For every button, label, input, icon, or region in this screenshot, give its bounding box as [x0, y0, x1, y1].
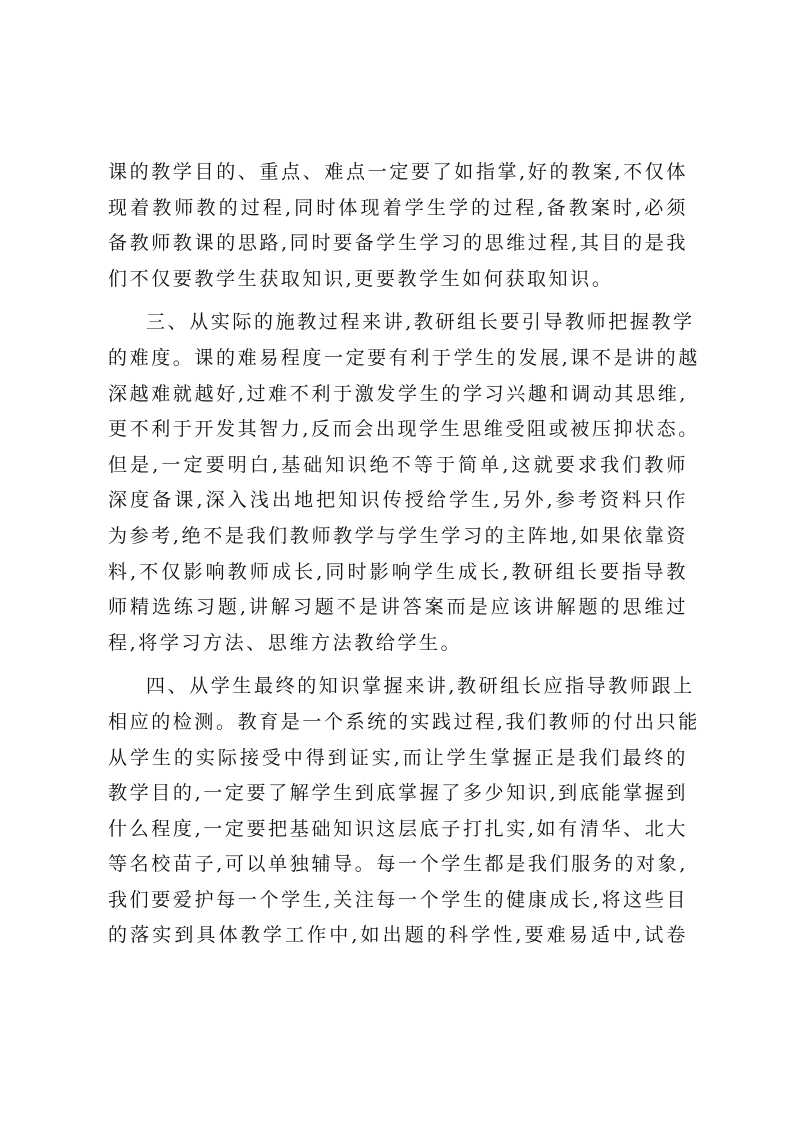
text-line: 等名校苗子,可以单独辅导。每一个学生都是我们服务的对象,	[108, 853, 688, 876]
text-line: 从学生的实际接受中得到证实,而让学生掌握正是我们最终的	[108, 746, 688, 769]
text-line: 们不仅要教学生获取知识,更要教学生如何获取知识。	[108, 267, 614, 290]
text-line: 的落实到具体教学工作中,如出题的科学性,要难易适中,试卷	[108, 924, 688, 947]
text-line: 课的教学目的、重点、难点一定要了如指掌,好的教案,不仅体	[108, 161, 688, 183]
paragraph-1	[108, 155, 688, 297]
text-line: 教学目的,一定要了解学生到底掌握了多少知识,到底能掌握到	[108, 782, 688, 805]
text-line: 师精选练习题,讲解习题不是讲答案而是应该讲解题的思维过	[108, 596, 688, 619]
text-line: 现着教师教的过程,同时体现着学生学的过程,备教案时,必须	[108, 196, 688, 219]
text-line: 相应的检测。教育是一个系统的实践过程,我们教师的付出只能	[108, 710, 700, 733]
text-line: 为参考,绝不是我们教师教学与学生学习的主阵地,如果依靠资	[108, 524, 688, 547]
paragraph-2	[108, 305, 700, 661]
text-line: 我们要爱护每一个学生,关注每一个学生的健康成长,将这些目	[108, 888, 688, 911]
text-line: 但是,一定要明白,基础知识绝不等于简单,这就要求我们教师	[108, 453, 688, 476]
document-body	[108, 155, 700, 962]
text-line: 程,将学习方法、思维方法教给学生。	[108, 631, 463, 654]
text-line: 更不利于开发其智力,反而会出现学生思维受阻或被压抑状态。	[108, 418, 700, 441]
text-line: 深越难就越好,过难不利于激发学生的学习兴趣和调动其思维,	[108, 382, 688, 405]
text-line: 什么程度,一定要把基础知识这层底子打扎实,如有清华、北大	[108, 817, 688, 840]
text-line: 深度备课,深入浅出地把知识传授给学生,另外,参考资料只作	[108, 489, 688, 512]
text-line: 的难度。课的难易程度一定要有利于学生的发展,课不是讲的越	[108, 346, 700, 369]
text-line: 料,不仅影响教师成长,同时影响学生成长,教研组长要指导教	[108, 560, 688, 583]
text-line: 备教师教课的思路,同时要备学生学习的思维过程,其目的是我	[108, 232, 688, 255]
text-line: 三、从实际的施教过程来讲,教研组长要引导教师把握教学	[146, 311, 695, 334]
text-line: 四、从学生最终的知识掌握来讲,教研组长应指导教师跟上	[146, 675, 695, 698]
paragraph-3	[108, 669, 700, 954]
